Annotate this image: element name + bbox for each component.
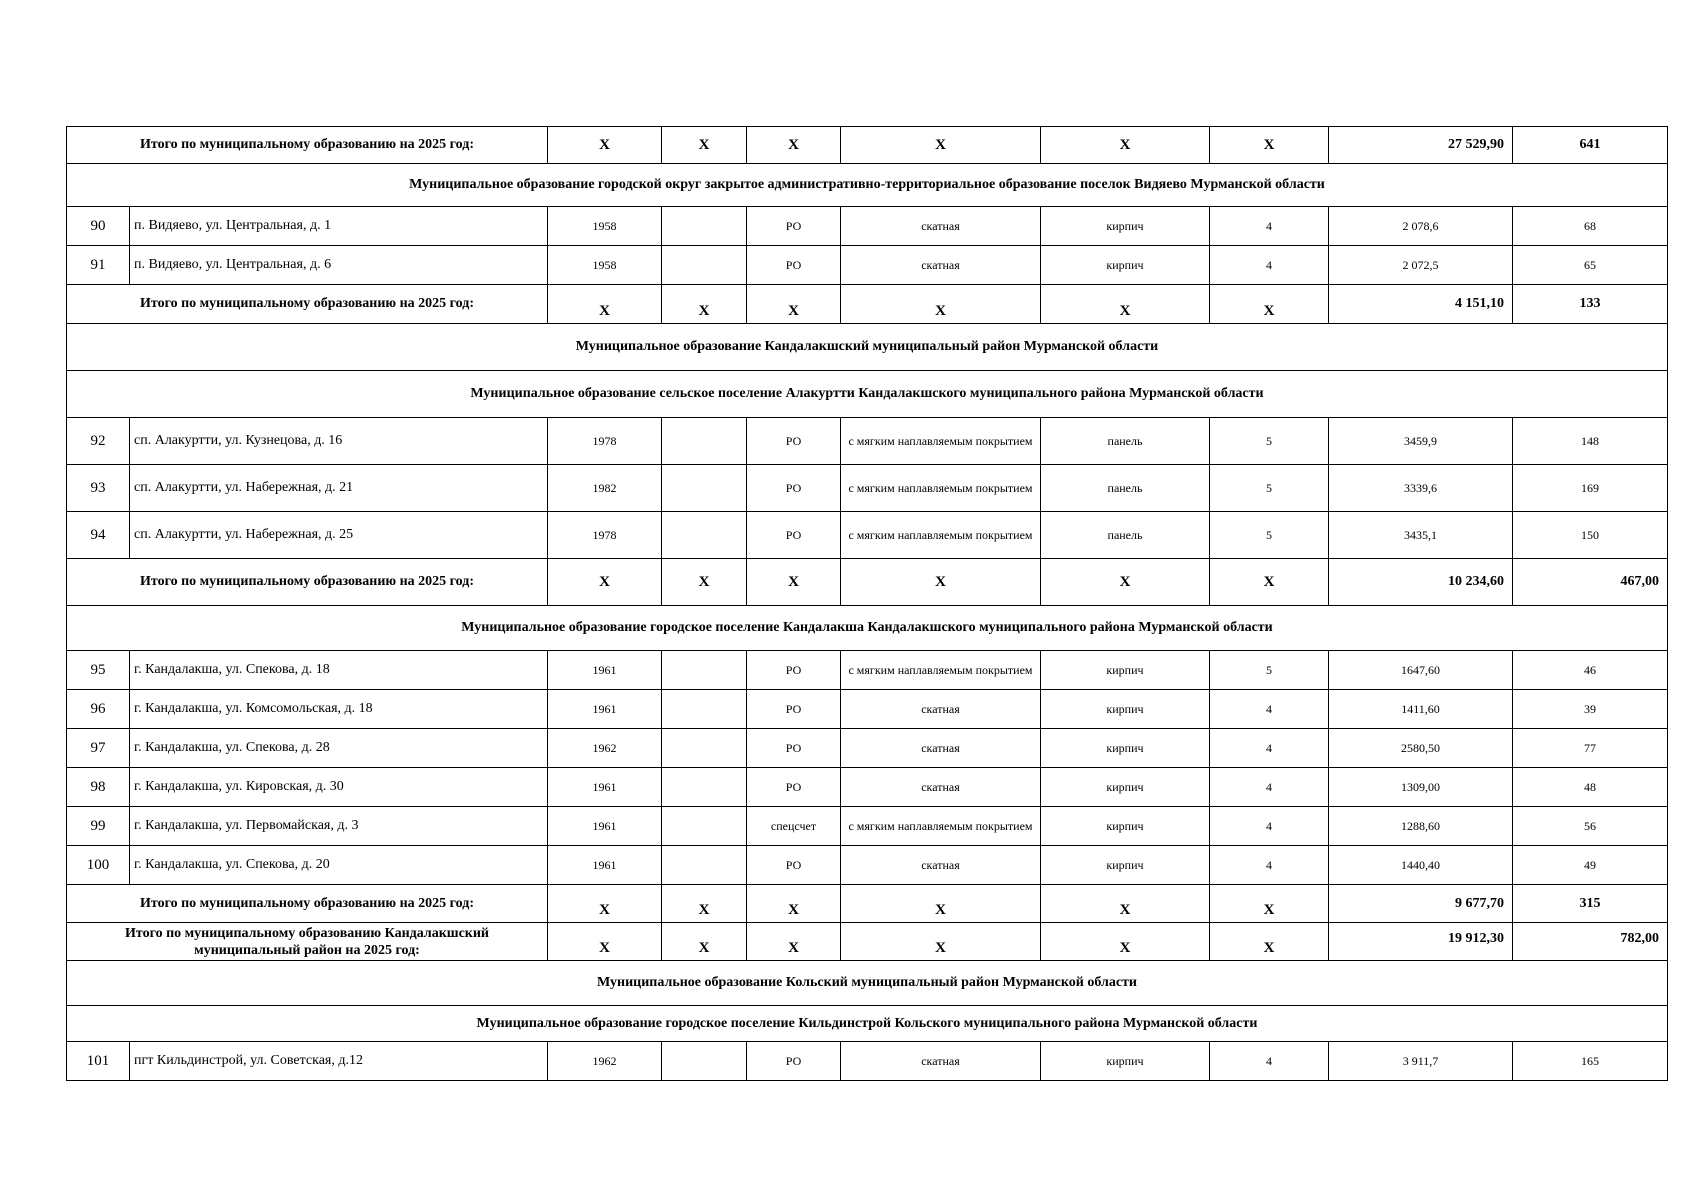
table-row — [67, 690, 1668, 729]
total-row — [67, 559, 1668, 606]
floors-cell: 4 — [1210, 690, 1329, 729]
district-total-label-line1: Итого по муниципальному образованию Кандалакшский — [124, 925, 489, 941]
wall-material-cell: кирпич — [1041, 807, 1210, 846]
x-mark: X — [841, 923, 1041, 961]
total-area: 9 677,70 — [1329, 885, 1513, 923]
year-cell: 1958 — [548, 207, 662, 246]
kildinstroy-rows — [67, 1042, 1668, 1081]
residents-cell: 65 — [1513, 246, 1668, 285]
x-mark: X — [1210, 127, 1329, 164]
roof-type-cell: скатная — [841, 768, 1041, 807]
housing-table — [66, 126, 1668, 1081]
extra-cell — [662, 246, 747, 285]
total-count: 315 — [1513, 885, 1668, 923]
row-number: 91 — [67, 246, 130, 285]
method-cell: РО — [747, 512, 841, 559]
residents-cell: 49 — [1513, 846, 1668, 885]
year-cell: 1961 — [548, 807, 662, 846]
wall-material-cell: панель — [1041, 465, 1210, 512]
district-total-label — [67, 923, 548, 961]
roof-type-cell: скатная — [841, 246, 1041, 285]
x-mark: X — [747, 885, 841, 923]
residents-cell: 56 — [1513, 807, 1668, 846]
address-cell: п. Видяево, ул. Центральная, д. 6 — [130, 246, 548, 285]
extra-cell — [662, 651, 747, 690]
extra-cell — [662, 465, 747, 512]
area-cell: 3 911,7 — [1329, 1042, 1513, 1081]
x-mark: X — [747, 923, 841, 961]
extra-cell — [662, 690, 747, 729]
x-mark: X — [662, 885, 747, 923]
x-mark: X — [662, 559, 747, 606]
wall-material-cell: кирпич — [1041, 846, 1210, 885]
table-row — [67, 512, 1668, 559]
roof-type-cell: с мягким наплавляемым покрытием — [841, 512, 1041, 559]
table-row — [67, 418, 1668, 465]
row-number: 94 — [67, 512, 130, 559]
x-mark: X — [548, 885, 662, 923]
row-number: 98 — [67, 768, 130, 807]
method-cell: РО — [747, 729, 841, 768]
method-cell: РО — [747, 465, 841, 512]
section-title: Муниципальное образование городское поселение Кандалакша Кандалакшского муниципального района Мурманской области — [67, 606, 1668, 651]
wall-material-cell: кирпич — [1041, 690, 1210, 729]
section-header-row — [67, 324, 1668, 371]
table-row — [67, 768, 1668, 807]
floors-cell: 4 — [1210, 807, 1329, 846]
table-row — [67, 729, 1668, 768]
x-mark: X — [1041, 923, 1210, 961]
total-row — [67, 285, 1668, 324]
x-mark: X — [1210, 885, 1329, 923]
area-cell: 1440,40 — [1329, 846, 1513, 885]
area-cell: 2 078,6 — [1329, 207, 1513, 246]
section-header-row — [67, 606, 1668, 651]
method-cell: спецсчет — [747, 807, 841, 846]
address-cell: г. Кандалакша, ул. Спекова, д. 18 — [130, 651, 548, 690]
address-cell: г. Кандалакша, ул. Первомайская, д. 3 — [130, 807, 548, 846]
alakurtti-rows — [67, 418, 1668, 559]
floors-cell: 5 — [1210, 651, 1329, 690]
total-count: 467,00 — [1513, 559, 1668, 606]
x-mark: X — [1041, 285, 1210, 324]
row-number: 97 — [67, 729, 130, 768]
wall-material-cell: кирпич — [1041, 768, 1210, 807]
x-mark: X — [1210, 923, 1329, 961]
wall-material-cell: кирпич — [1041, 1042, 1210, 1081]
residents-cell: 46 — [1513, 651, 1668, 690]
residents-cell: 39 — [1513, 690, 1668, 729]
floors-cell: 4 — [1210, 768, 1329, 807]
residents-cell: 77 — [1513, 729, 1668, 768]
section-title: Муниципальное образование сельское поселение Алакуртти Кандалакшского муниципального района Мурманской области — [67, 371, 1668, 418]
residents-cell: 148 — [1513, 418, 1668, 465]
x-mark: X — [747, 127, 841, 164]
x-mark: X — [1041, 559, 1210, 606]
address-cell: сп. Алакуртти, ул. Набережная, д. 21 — [130, 465, 548, 512]
section-header-row — [67, 961, 1668, 1006]
area-cell: 3459,9 — [1329, 418, 1513, 465]
vidyaevo-rows — [67, 207, 1668, 285]
method-cell: РО — [747, 651, 841, 690]
extra-cell — [662, 807, 747, 846]
total-area: 27 529,90 — [1329, 127, 1513, 164]
roof-type-cell: скатная — [841, 729, 1041, 768]
total-count: 782,00 — [1513, 923, 1668, 961]
table-row — [67, 207, 1668, 246]
year-cell: 1961 — [548, 690, 662, 729]
extra-cell — [662, 207, 747, 246]
year-cell: 1962 — [548, 729, 662, 768]
extra-cell — [662, 768, 747, 807]
total-label: Итого по муниципальному образованию на 2025 год: — [67, 559, 548, 606]
wall-material-cell: панель — [1041, 418, 1210, 465]
row-number: 101 — [67, 1042, 130, 1081]
x-mark: X — [747, 559, 841, 606]
x-mark: X — [841, 285, 1041, 324]
x-mark: X — [662, 923, 747, 961]
address-cell: г. Кандалакша, ул. Спекова, д. 28 — [130, 729, 548, 768]
wall-material-cell: кирпич — [1041, 651, 1210, 690]
total-count: 641 — [1513, 127, 1668, 164]
year-cell: 1961 — [548, 768, 662, 807]
x-mark: X — [747, 285, 841, 324]
x-mark: X — [548, 285, 662, 324]
x-mark: X — [548, 127, 662, 164]
year-cell: 1962 — [548, 1042, 662, 1081]
method-cell: РО — [747, 690, 841, 729]
row-number: 99 — [67, 807, 130, 846]
roof-type-cell: скатная — [841, 207, 1041, 246]
residents-cell: 48 — [1513, 768, 1668, 807]
area-cell: 1309,00 — [1329, 768, 1513, 807]
section-header-row — [67, 1006, 1668, 1042]
year-cell: 1978 — [548, 512, 662, 559]
address-cell: сп. Алакуртти, ул. Кузнецова, д. 16 — [130, 418, 548, 465]
row-number: 95 — [67, 651, 130, 690]
wall-material-cell: кирпич — [1041, 207, 1210, 246]
roof-type-cell: скатная — [841, 690, 1041, 729]
year-cell: 1978 — [548, 418, 662, 465]
roof-type-cell: с мягким наплавляемым покрытием — [841, 418, 1041, 465]
residents-cell: 165 — [1513, 1042, 1668, 1081]
residents-cell: 68 — [1513, 207, 1668, 246]
wall-material-cell: кирпич — [1041, 246, 1210, 285]
total-label: Итого по муниципальному образованию на 2025 год: — [67, 885, 548, 923]
roof-type-cell: с мягким наплавляемым покрытием — [841, 651, 1041, 690]
row-number: 92 — [67, 418, 130, 465]
floors-cell: 4 — [1210, 729, 1329, 768]
floors-cell: 4 — [1210, 1042, 1329, 1081]
housing-table-sheet — [66, 126, 1667, 1081]
section-title: Муниципальное образование Кандалакшский муниципальный район Мурманской области — [67, 324, 1668, 371]
floors-cell: 5 — [1210, 512, 1329, 559]
year-cell: 1961 — [548, 846, 662, 885]
total-count: 133 — [1513, 285, 1668, 324]
extra-cell — [662, 1042, 747, 1081]
extra-cell — [662, 512, 747, 559]
area-cell: 1288,60 — [1329, 807, 1513, 846]
floors-cell: 4 — [1210, 207, 1329, 246]
table-row — [67, 651, 1668, 690]
wall-material-cell: кирпич — [1041, 729, 1210, 768]
method-cell: РО — [747, 418, 841, 465]
x-mark: X — [841, 127, 1041, 164]
area-cell: 3339,6 — [1329, 465, 1513, 512]
x-mark: X — [1041, 127, 1210, 164]
year-cell: 1961 — [548, 651, 662, 690]
x-mark: X — [548, 923, 662, 961]
total-label: Итого по муниципальному образованию на 2025 год: — [67, 127, 548, 164]
area-cell: 1411,60 — [1329, 690, 1513, 729]
year-cell: 1982 — [548, 465, 662, 512]
extra-cell — [662, 846, 747, 885]
total-label: Итого по муниципальному образованию на 2025 год: — [67, 285, 548, 324]
district-total-label-line2: муниципальный район на 2025 год: — [194, 942, 420, 958]
row-number: 100 — [67, 846, 130, 885]
year-cell: 1958 — [548, 246, 662, 285]
method-cell: РО — [747, 246, 841, 285]
area-cell: 1647,60 — [1329, 651, 1513, 690]
section-header-row — [67, 371, 1668, 418]
address-cell: п. Видяево, ул. Центральная, д. 1 — [130, 207, 548, 246]
table-row — [67, 1042, 1668, 1081]
roof-type-cell: скатная — [841, 1042, 1041, 1081]
total-row — [67, 127, 1668, 164]
address-cell: сп. Алакуртти, ул. Набережная, д. 25 — [130, 512, 548, 559]
x-mark: X — [662, 285, 747, 324]
address-cell: г. Кандалакша, ул. Спекова, д. 20 — [130, 846, 548, 885]
address-cell: г. Кандалакша, ул. Комсомольская, д. 18 — [130, 690, 548, 729]
extra-cell — [662, 418, 747, 465]
total-area: 4 151,10 — [1329, 285, 1513, 324]
residents-cell: 150 — [1513, 512, 1668, 559]
address-cell: г. Кандалакша, ул. Кировская, д. 30 — [130, 768, 548, 807]
district-total-row — [67, 923, 1668, 961]
x-mark: X — [1210, 285, 1329, 324]
table-row — [67, 807, 1668, 846]
total-area: 10 234,60 — [1329, 559, 1513, 606]
roof-type-cell: с мягким наплавляемым покрытием — [841, 465, 1041, 512]
total-area: 19 912,30 — [1329, 923, 1513, 961]
section-header-row — [67, 164, 1668, 207]
x-mark: X — [1210, 559, 1329, 606]
table-row — [67, 465, 1668, 512]
x-mark: X — [548, 559, 662, 606]
x-mark: X — [662, 127, 747, 164]
x-mark: X — [1041, 885, 1210, 923]
section-title: Муниципальное образование городской округ закрытое административно-территориальное образование поселок Видяево Мурманской области — [67, 164, 1668, 207]
address-cell: пгт Кильдинстрой, ул. Советская, д.12 — [130, 1042, 548, 1081]
area-cell: 2580,50 — [1329, 729, 1513, 768]
method-cell: РО — [747, 768, 841, 807]
table-row — [67, 246, 1668, 285]
method-cell: РО — [747, 1042, 841, 1081]
area-cell: 3435,1 — [1329, 512, 1513, 559]
x-mark: X — [841, 885, 1041, 923]
residents-cell: 169 — [1513, 465, 1668, 512]
roof-type-cell: скатная — [841, 846, 1041, 885]
method-cell: РО — [747, 207, 841, 246]
extra-cell — [662, 729, 747, 768]
section-title: Муниципальное образование Кольский муниципальный район Мурманской области — [67, 961, 1668, 1006]
area-cell: 2 072,5 — [1329, 246, 1513, 285]
row-number: 90 — [67, 207, 130, 246]
floors-cell: 4 — [1210, 846, 1329, 885]
floors-cell: 5 — [1210, 418, 1329, 465]
table-row — [67, 846, 1668, 885]
total-row — [67, 885, 1668, 923]
wall-material-cell: панель — [1041, 512, 1210, 559]
floors-cell: 5 — [1210, 465, 1329, 512]
row-number: 93 — [67, 465, 130, 512]
row-number: 96 — [67, 690, 130, 729]
kandalaksha-rows — [67, 651, 1668, 885]
floors-cell: 4 — [1210, 246, 1329, 285]
x-mark: X — [841, 559, 1041, 606]
method-cell: РО — [747, 846, 841, 885]
roof-type-cell: с мягким наплавляемым покрытием — [841, 807, 1041, 846]
section-title: Муниципальное образование городское поселение Кильдинстрой Кольского муниципального района Мурманской области — [67, 1006, 1668, 1042]
